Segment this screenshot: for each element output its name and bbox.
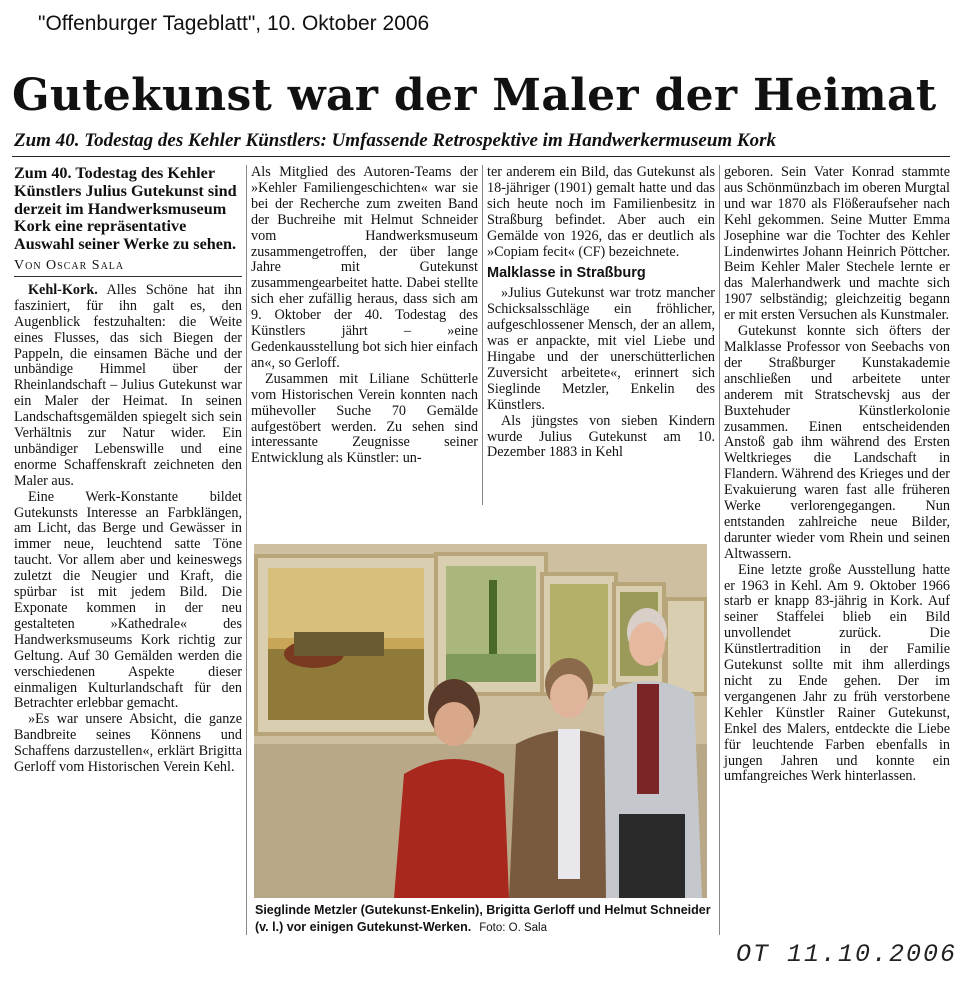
column-separator [719, 165, 720, 935]
column-separator [482, 165, 483, 505]
article-column-1 [14, 165, 242, 935]
article-column-2 [251, 165, 478, 505]
paragraph-text: Alles Schöne hat ihn fasziniert, für ihn galt es, den Augenblick festzuhalten: die Weite eines Flusses, das sich Biegen der Pappeln, die einsamen Bäche und der unbändige Himmel über der Rheinlandschaft – Julius Gutekunst war ein Maler der Heimat. In seinen Landschaftsgemälden spiegelt sich sein Verhältnis zur Natur wider. Ein unbändiger Lebenswille und eine enorme Schaffenskraft zeichneten den Maler aus. [14, 281, 242, 489]
exhibition-photo [254, 544, 707, 898]
paragraph: geboren. Sein Vater Konrad stammte aus Schönmünzbach im oberen Murgtal und war 1870 als Flößeraufseher nach Kehl gekommen. Seine Mutter Emma Josephine war die Tochter des Kehler Lindenwirtes Johann Heinrich Pöttcher. Beim Kehler Maler Stechele lernte er das Malerhandwerk und machte sich 1907 selbständig; gleichzeitig begann er mit ersten Versuchen als Kunstmaler. [724, 164, 950, 324]
article-column-4 [724, 165, 950, 935]
photo-credit: Foto: O. Sala [479, 922, 548, 934]
paragraph [14, 283, 242, 490]
caption-text: Sieglinde Metzler (Gutekunst-Enkelin), Brigitta Gerloff und Helmut Schneider (v. l.) vor einigen Gutekunst-Werken. [255, 903, 711, 934]
byline: Von Oscar Sala [14, 258, 242, 277]
article-column-3 [487, 165, 715, 505]
section-subheading: Malklasse in Straßburg [487, 265, 646, 282]
paragraph: ter anderem ein Bild, das Gutekunst als 18-jähriger (1901) gemalt hatte und das sich heute noch im Familienbesitz in Straßburg befindet. Aber auch ein Gemälde von 1926, das er deutlich als »Copiam fecit« (CF) bezeichnete. [487, 164, 715, 260]
handwritten-note: OT 11.10.2006 [736, 940, 958, 969]
photo-illustration [254, 544, 707, 898]
paragraph: Als Mitglied des Autoren-Teams der »Kehler Familiengeschichten« war sie bei der Recherche zum zweiten Band der Buchreihe mit Helmut Schneider vom Handwerksmuseum zusammengetroffen, der über lange Jahre mit Gutekunst zusammengearbeitet hatte. Dabei stellte sich eher zufällig heraus, dass sich am 9. Oktober der 40. Todestag des Künstlers jährt – »eine Gedenkausstellung bot sich hier einfach an«, so Gerloff. [251, 164, 478, 371]
paragraph: »Es war unsere Absicht, die ganze Bandbreite seines Könnens und Schaffens darzustellen«, erklärt Brigitta Gerloff vom Historischen Verein Kehl. [14, 711, 242, 776]
source-line: "Offenburger Tageblatt", 10. Oktober 2006 [38, 12, 430, 35]
paragraph: Als jüngstes von sieben Kindern wurde Julius Gutekunst am 10. Dezember 1883 in Kehl [487, 412, 715, 461]
teaser: Zum 40. Todestag des Kehler Künstlers Julius Gutekunst sind derzeit im Handwerksmuseum Kork eine repräsentative Auswahl seiner Werke zu sehen. [14, 164, 237, 254]
paragraph: Zusammen mit Liliane Schütterle vom Historischen Verein konnten nach mühevoller Suche 70 Gemälde aufgestöbert werden. Zu sehen sind interessante Zeugnisse seiner Entwicklung als Künstler: un- [251, 370, 478, 467]
column-separator [246, 165, 247, 935]
headline: Gutekunst war der Maler der Heimat [12, 70, 937, 121]
paragraph: Eine letzte große Ausstellung hatte er 1963 in Kehl. Am 9. Oktober 1966 starb er knapp 83-jährig in Kork. Auf seiner Staffelei blieb ein Bild unvollendet zurück. Die Künstlertradition in der Familie Gutekunst sollte mit ihm allerdings nicht zu Ende gehen. Der im vergangenen Jahr zu früh verstorbene Kehler Künstler Rainer Gutekunst, Enkel des Malers, entdeckte die Liebe für leuchtende Farben ebenfalls in jungen Jahren und konnte ein umfangreiches Werk hinterlassen. [724, 561, 950, 785]
dateline: Kehl-Kork. [28, 281, 98, 298]
subheadline: Zum 40. Todestag des Kehler Künstlers: Umfassende Retrospektive im Handwerkermuseum Kork [14, 130, 776, 151]
photo-caption [255, 902, 715, 937]
header-rule [12, 156, 950, 157]
paragraph: Gutekunst konnte sich öfters der Malklasse Professor von Seebachs von der Straßburger Kunstakademie anschließen und arbeitete unter anderem mit Stratschevskj aus der Buxtehuder Künstlerkolonie zusammen. Einen entscheidenden Anstoß gab ihm während des Ersten Weltkrieges die Landschaft in Flandern. Während des Krieges und der Evakuierung waren fast alle früheren Werke verlorengegangen. Nun entstanden zahlreiche neue Bilder, darunter wieder vom Rhein und seinen Altwassern. [724, 323, 950, 562]
paragraph: Eine Werk-Konstante bildet Gutekunsts Interesse an Farbklängen, am Licht, das Berge und Gewässer in immer neue, leuchtend satte Töne taucht. Vor allem aber und keineswegs zuletzt die Neugier und Kraft, die spürbar ist mit jedem Bild. Die Exponate kommen in der neu gestalteten »Kathedrale« des Handwerksmuseums Kork richtig zur Geltung. Auf 30 Gemälden werden die verschiedenen Aspekte dieser einmaligen Kulturlandschaft für den Betrachter erlebbar gemacht. [14, 488, 242, 712]
paragraph: »Julius Gutekunst war trotz mancher Schicksalsschläge ein fröhlicher, aufgeschlossener Mensch, der an allem, was er anpackte, mit viel Liebe und Hingabe und der unerschütterlichen Zuversicht arbeitete«, erinnert sich Sieglinde Metzler, Enkelin des Künstlers. [487, 285, 715, 413]
